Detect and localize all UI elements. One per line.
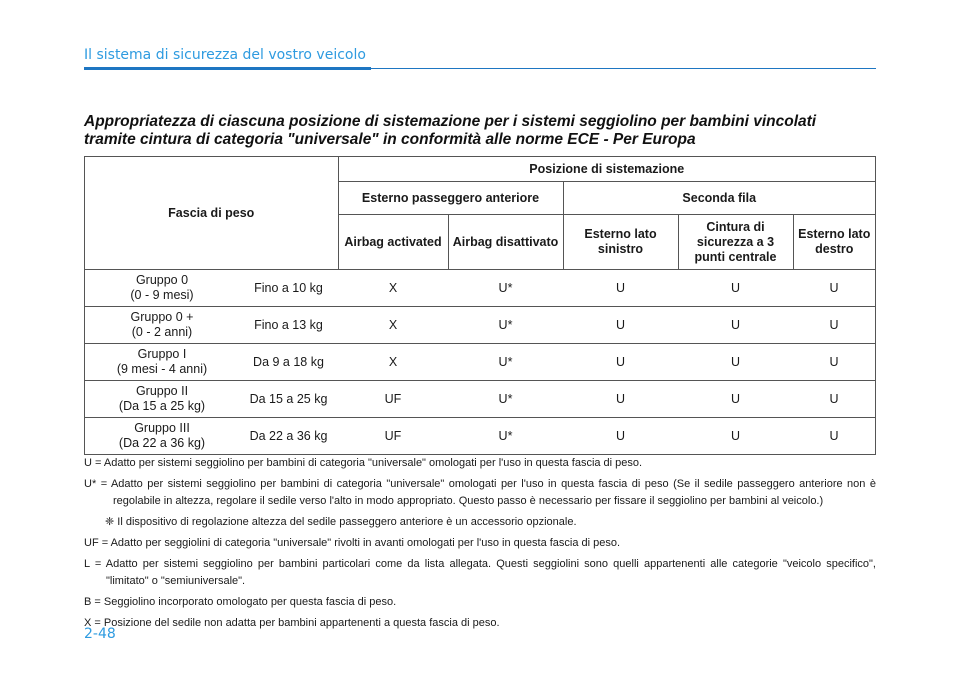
table-row	[85, 344, 876, 381]
suitability-cell: U	[563, 270, 678, 307]
group-name: Gruppo II	[135, 384, 189, 398]
group-name: Gruppo 0	[135, 273, 189, 287]
suitability-cell: U*	[448, 270, 563, 307]
group-cell	[85, 344, 240, 381]
col-outer-left: Esterno lato sinistro	[563, 215, 678, 270]
note-accessory: ❈ Il dispositivo di regolazione altezza del sedile passeggero anteriore è un accessorio opzionale.	[105, 516, 577, 528]
weight-cell: Da 9 a 18 kg	[239, 344, 338, 381]
suitability-cell: U	[563, 307, 678, 344]
suitability-cell: U	[678, 270, 793, 307]
heading-line-1: Appropriatezza di ciascuna posizione di sistemazione per i sistemi seggiolino per bambini vincolati	[84, 113, 817, 130]
group-name: Gruppo I	[137, 347, 187, 361]
weight-cell: Fino a 10 kg	[239, 270, 338, 307]
suitability-cell: U	[793, 418, 876, 455]
group-name: Gruppo 0 +	[130, 310, 194, 324]
suitability-cell: U	[793, 270, 876, 307]
group-cell	[85, 418, 240, 455]
suitability-cell: UF	[338, 418, 448, 455]
col-outer-right: Esterno lato destro	[793, 215, 876, 270]
weight-cell: Da 22 a 36 kg	[239, 418, 338, 455]
seating-position-table	[84, 156, 876, 455]
note-u-star: U* = Adatto per sistemi seggiolino per bambini di categoria "universale" omologati per l'uso in questa fascia di peso (Se il sedile passeggero anteriore non è regolabile in altezza, regolare il sedile verso l'alto in modo appropriato. Questo passo è necessario per fissare il seggiolino per bambini al veicolo.)	[84, 478, 876, 507]
group-cell	[85, 381, 240, 418]
group-name: Gruppo III	[134, 421, 190, 435]
weight-cell: Fino a 13 kg	[239, 307, 338, 344]
group-range: (Da 22 a 36 kg)	[118, 436, 206, 450]
note-u: U = Adatto per sistemi seggiolino per bambini di categoria "universale" omologati per l'uso in questa fascia di peso.	[84, 457, 643, 469]
legend-notes	[84, 455, 876, 636]
header-rule-thin	[371, 68, 876, 69]
suitability-cell: U*	[448, 344, 563, 381]
seating-position-header: Posizione di sistemazione	[338, 157, 876, 182]
group-cell	[85, 270, 240, 307]
page-number: 2-48	[84, 626, 116, 642]
group-cell	[85, 307, 240, 344]
table-row	[85, 270, 876, 307]
front-passenger-header: Esterno passeggero anteriore	[338, 182, 563, 215]
group-range: (9 mesi - 4 anni)	[116, 362, 208, 376]
group-range: (0 - 2 anni)	[131, 325, 193, 339]
note-l: L = Adatto per sistemi seggiolino per bambini particolari come da lista allegata. Questi seggiolini sono quelli appartenenti alle categorie "veicolo specifico", "limitato" o "semiuniversale".	[84, 558, 876, 587]
suitability-cell: U*	[448, 307, 563, 344]
suitability-cell: X	[338, 307, 448, 344]
suitability-cell: U	[793, 344, 876, 381]
suitability-cell: X	[338, 270, 448, 307]
col-center-belt: Cintura di sicurezza a 3 punti centrale	[678, 215, 793, 270]
suitability-cell: U	[678, 418, 793, 455]
page-heading	[84, 113, 884, 149]
note-x: X = Posizione del sedile non adatta per bambini appartenenti a questa fascia di peso.	[84, 617, 500, 629]
col-airbag-disabled: Airbag disattivato	[448, 215, 563, 270]
note-b: B = Seggiolino incorporato omologato per questa fascia di peso.	[84, 596, 397, 608]
weight-class-header: Fascia di peso	[85, 157, 339, 270]
suitability-cell: U	[563, 381, 678, 418]
table-row	[85, 381, 876, 418]
table-row	[85, 307, 876, 344]
suitability-cell: UF	[338, 381, 448, 418]
col-airbag-activated: Airbag activated	[338, 215, 448, 270]
suitability-cell: X	[338, 344, 448, 381]
suitability-cell: U	[678, 344, 793, 381]
suitability-cell: U*	[448, 381, 563, 418]
weight-cell: Da 15 a 25 kg	[239, 381, 338, 418]
header-rule-thick	[84, 67, 371, 70]
suitability-cell: U	[563, 344, 678, 381]
suitability-cell: U*	[448, 418, 563, 455]
section-title: Il sistema di sicurezza del vostro veicolo	[84, 47, 366, 63]
group-range: (0 - 9 mesi)	[130, 288, 194, 302]
note-uf: UF = Adatto per seggiolini di categoria "universale" rivolti in avanti omologati per l'uso in questa fascia di peso.	[84, 537, 621, 549]
group-range: (Da 15 a 25 kg)	[118, 399, 206, 413]
suitability-cell: U	[793, 381, 876, 418]
heading-line-2: tramite cintura di categoria "universale" in conformità alle norme ECE - Per Europa	[84, 131, 696, 148]
table-row	[85, 418, 876, 455]
second-row-header: Seconda fila	[563, 182, 876, 215]
suitability-cell: U	[563, 418, 678, 455]
suitability-cell: U	[678, 307, 793, 344]
suitability-cell: U	[793, 307, 876, 344]
suitability-cell: U	[678, 381, 793, 418]
